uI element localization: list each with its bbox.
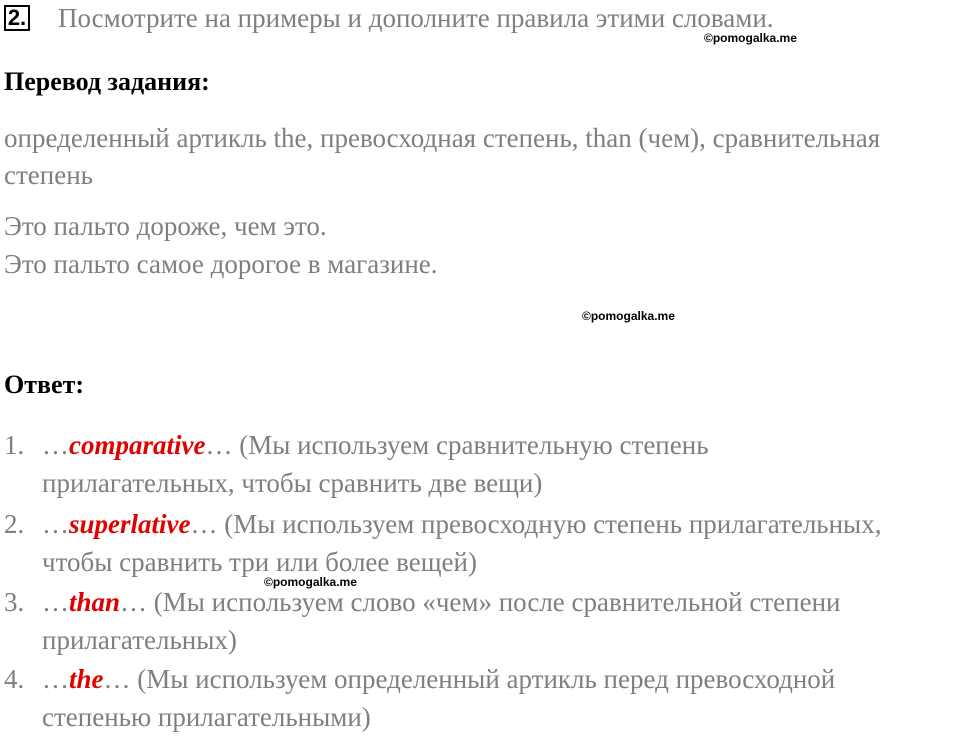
answer-keyword: than [69,587,121,617]
answer-item-prefix: … [42,509,69,539]
translation-example-2: Это пальто самое дорогое в магазине. [4,249,438,279]
answer-item-continuation: прилагательных, чтобы сравнить две вещи) [42,468,543,498]
answer-item-4 [4,660,960,736]
answer-item-number: 2. [4,509,25,539]
task-number-box: 2. [4,5,30,31]
answer-item-number: 4. [4,664,25,694]
translation-words: определенный артикль the, превосходная степень, than (чем), сравнительная степень [4,123,881,190]
answer-item-suffix: … (Мы используем превосходную степень прилагательных, [190,509,882,539]
answer-keyword: superlative [69,509,191,539]
answer-item-1 [4,426,960,502]
answer-item-prefix: … [42,587,69,617]
watermark-bottom: ©pomogalka.me [264,575,357,589]
task-instruction: Посмотрите на примеры и дополните правила этими словами. [58,3,774,33]
translation-example-1: Это пальто дороже, чем это. [4,211,327,241]
answer-item-number: 1. [4,430,25,460]
translation-heading: Перевод задания: [4,67,210,96]
answer-item-2 [4,505,960,581]
watermark-top: ©pomogalka.me [704,31,797,45]
answer-item-prefix: … [42,430,69,460]
answer-item-suffix: … (Мы используем сравнительную степень [205,430,709,460]
answer-item-prefix: … [42,664,69,694]
answer-item-continuation: прилагательных) [42,625,237,655]
answer-item-continuation: чтобы сравнить три или более вещей) [42,547,477,577]
answer-item-continuation: степенью прилагательными) [42,702,371,732]
answer-keyword: comparative [69,430,206,460]
answer-heading: Ответ: [4,370,85,399]
answer-item-3 [4,583,960,659]
answer-item-suffix: … (Мы используем определенный артикль перед превосходной [103,664,836,694]
answer-item-suffix: … (Мы используем слово «чем» после сравнительной степени [120,587,841,617]
answer-keyword: the [69,664,104,694]
watermark-middle: ©pomogalka.me [582,309,675,323]
answer-item-number: 3. [4,587,25,617]
